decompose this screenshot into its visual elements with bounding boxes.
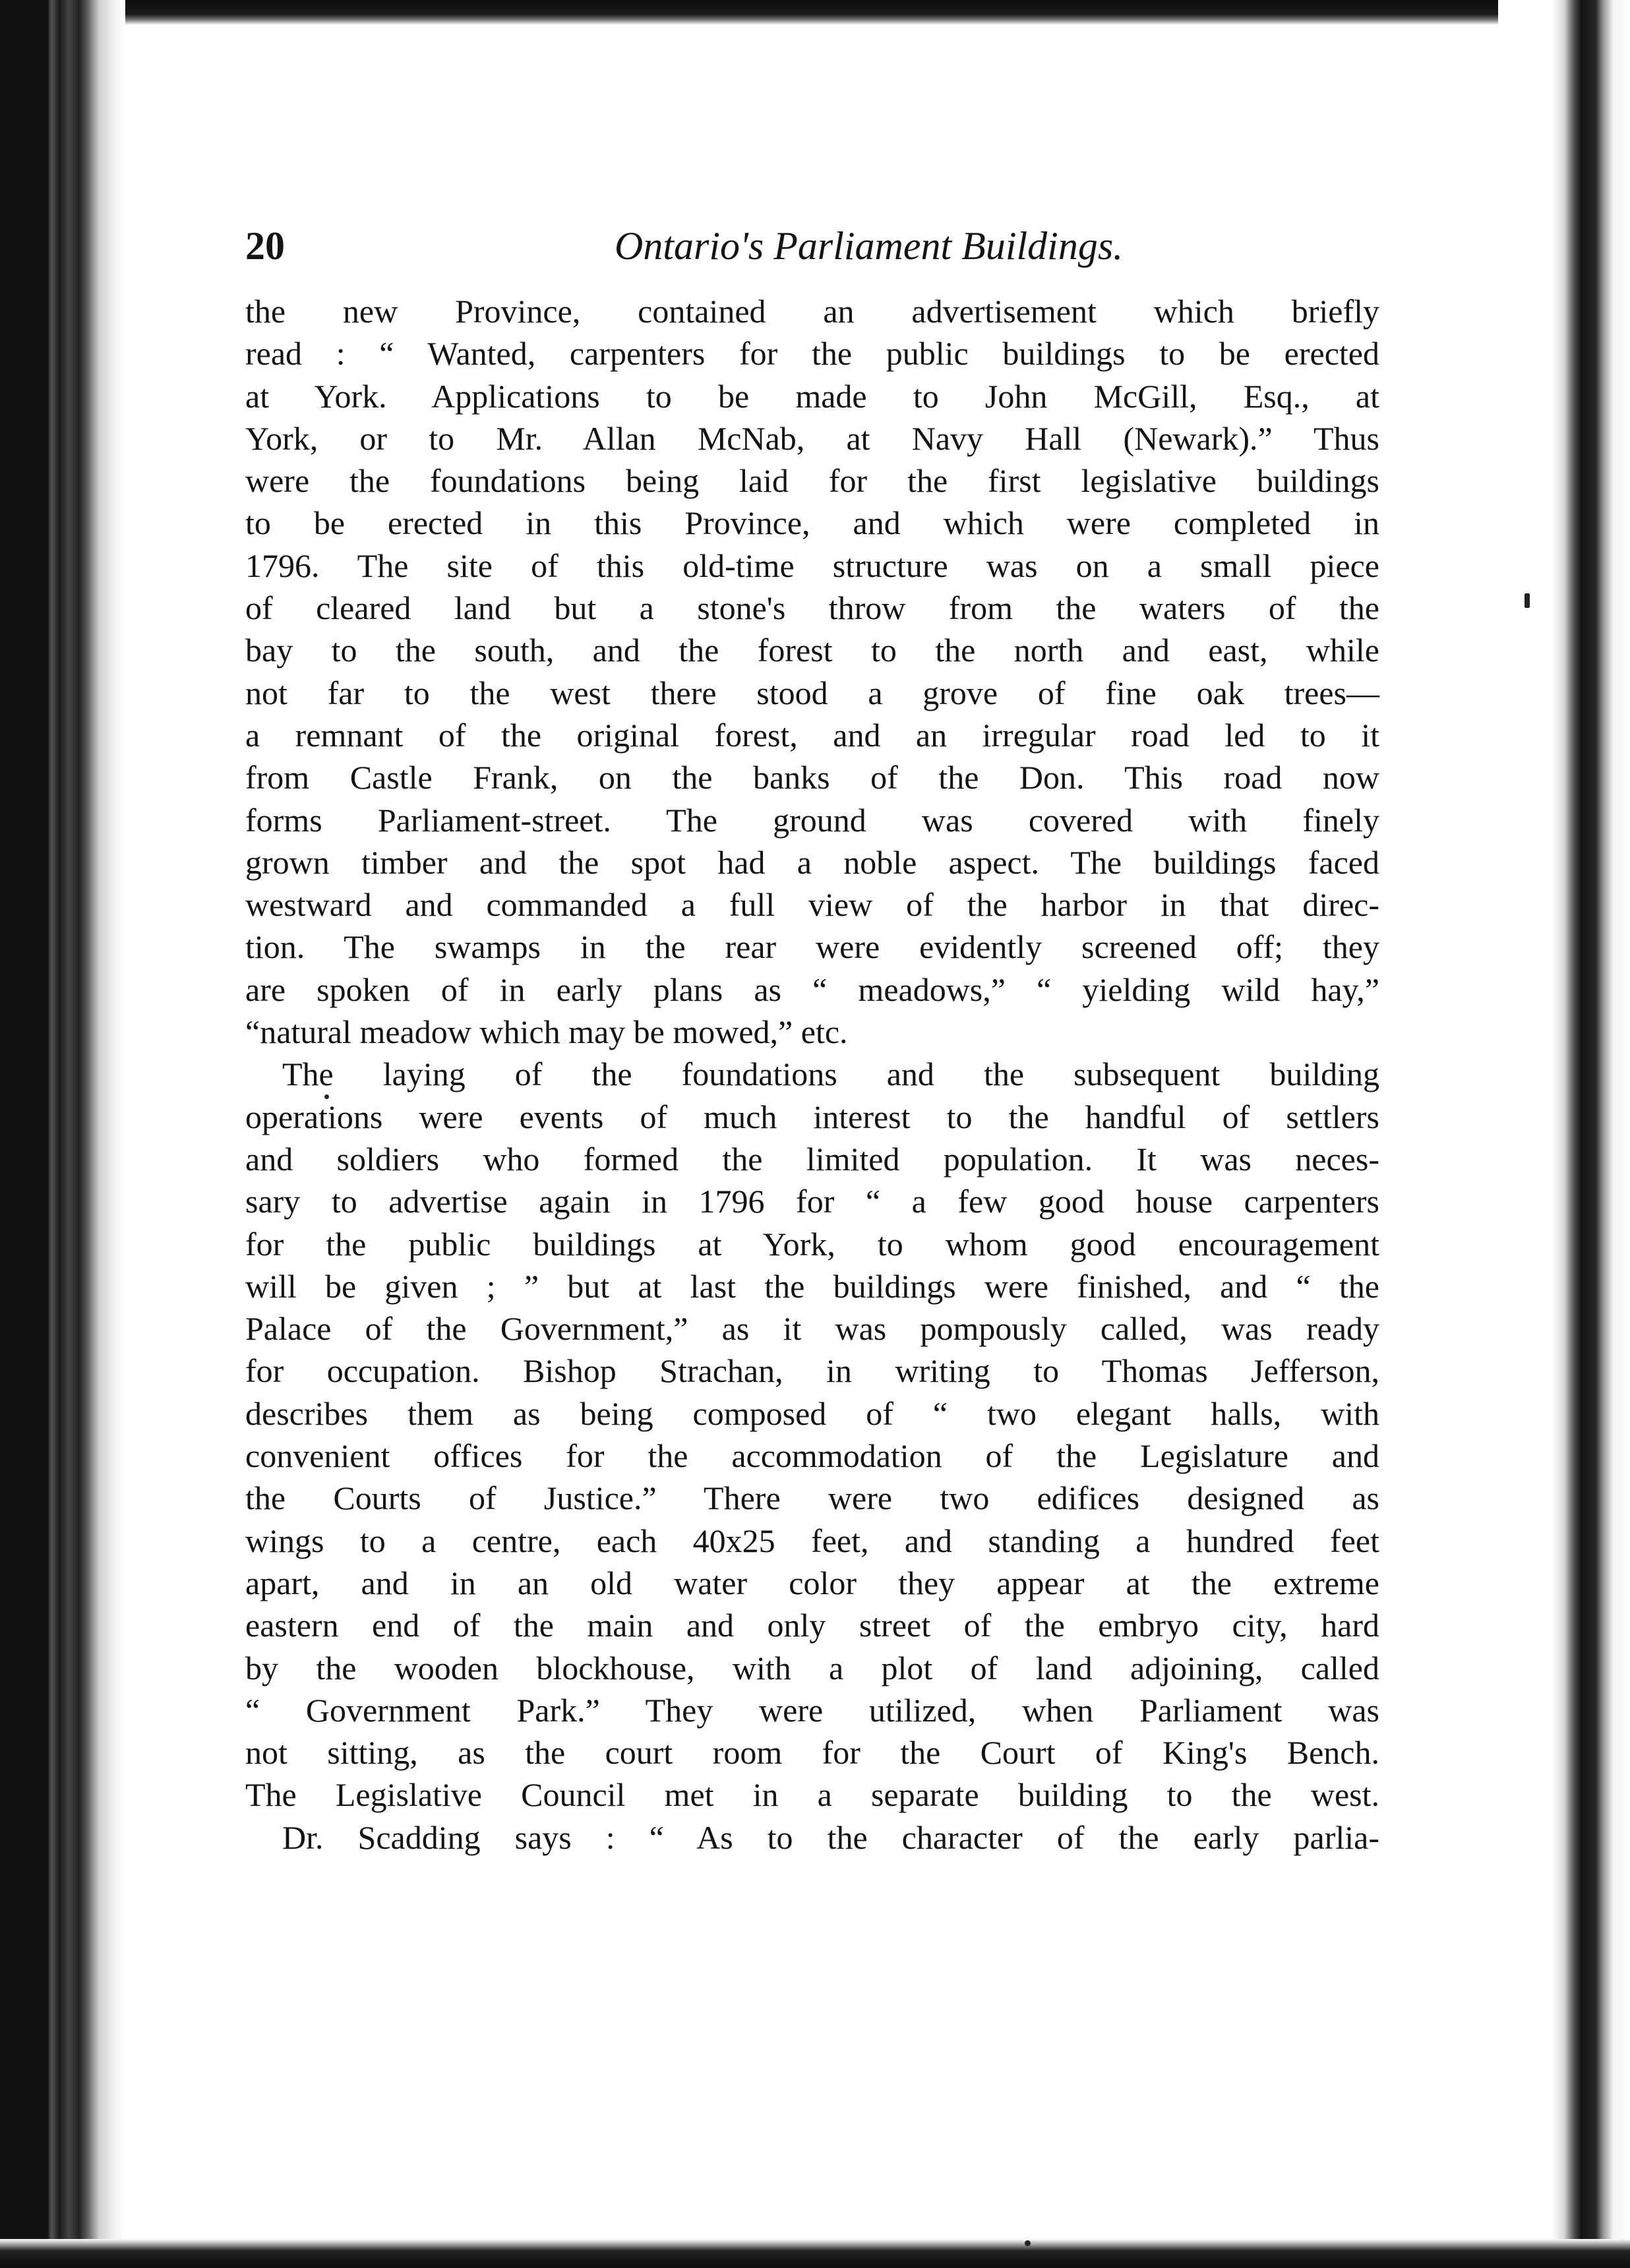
text-line: describes them as being composed of “ two elegant halls, with: [245, 1394, 1379, 1432]
text-line: a remnant of the original forest, and an irregular road led to it: [245, 716, 1379, 754]
text-line: forms Parliament-street. The ground was covered with finely: [245, 801, 1379, 839]
book-spine-edge: [0, 0, 125, 2268]
page-number: 20: [245, 224, 285, 268]
text-line: convenient offices for the accommodation of the Legislature and: [245, 1437, 1379, 1475]
text-line: York, or to Mr. Allan McNab, at Navy Hall (Newark).” Thus: [245, 419, 1379, 457]
text-line: from Castle Frank, on the banks of the Don. This road now: [245, 759, 1379, 796]
text-line: westward and commanded a full view of the harbor in that direc-: [245, 886, 1379, 924]
text-line: will be given ; ” but at last the buildings were finished, and “ the: [245, 1267, 1379, 1305]
text-line: for occupation. Bishop Strachan, in writing to Thomas Jefferson,: [245, 1352, 1379, 1390]
text-line: eastern end of the main and only street of the embryo city, hard: [245, 1607, 1379, 1644]
text-line: not sitting, as the court room for the Court of King's Bench.: [245, 1734, 1379, 1772]
text-line: by the wooden blockhouse, with a plot of land adjoining, called: [245, 1649, 1379, 1686]
text-line: 1796. The site of this old-time structure was on a small piece: [245, 547, 1379, 584]
text-line: the new Province, contained an advertisement which briefly: [245, 293, 1379, 330]
text-line: apart, and in an old water color they appear at the extreme: [245, 1564, 1379, 1601]
text-line: to be erected in this Province, and which were completed in: [245, 504, 1379, 542]
text-line: were the foundations being laid for the first legislative buildings: [245, 462, 1379, 500]
text-line: “ Government Park.” They were utilized, when Parliament was: [245, 1691, 1379, 1729]
text-line: are spoken of in early plans as “ meadows,” “ yielding wild hay,”: [245, 970, 1379, 1008]
text-line: The Legislative Council met in a separate building to the west.: [245, 1776, 1379, 1814]
text-line: sary to advertise again in 1796 for “ a few good house carpenters: [245, 1183, 1379, 1220]
scan-bottom-edge: [0, 2239, 1630, 2268]
text-line: The laying of the foundations and the subsequent building: [282, 1056, 1379, 1093]
text-line: grown timber and the spot had a noble aspect. The buildings faced: [245, 843, 1379, 881]
scan-top-edge: [0, 0, 1630, 25]
running-head: [245, 210, 1155, 282]
page-right-edge: [1498, 0, 1630, 2268]
text-line: not far to the west there stood a grove of fine oak trees—: [245, 674, 1379, 711]
text-line: at York. Applications to be made to John McGill, Esq., at: [245, 377, 1379, 415]
text-line: operations were events of much interest to the handful of settlers: [245, 1098, 1379, 1135]
running-title: Ontario's Parliament Buildings.: [615, 224, 1124, 268]
scan-speck: [1025, 2240, 1031, 2246]
text-line: read : “ Wanted, carpenters for the public buildings to be erected: [245, 335, 1379, 373]
text-line: “natural meadow which may be mowed,” etc.: [245, 1013, 848, 1051]
text-line: tion. The swamps in the rear were evidently screened off; they: [245, 928, 1379, 966]
text-line: bay to the south, and the forest to the north and east, while: [245, 632, 1379, 669]
text-line: for the public buildings at York, to whom good encouragement: [245, 1225, 1379, 1263]
text-line: wings to a centre, each 40x25 feet, and standing a hundred feet: [245, 1522, 1379, 1559]
text-line: of cleared land but a stone's throw from the waters of the: [245, 589, 1379, 627]
text-line: and soldiers who formed the limited population. It was neces-: [245, 1140, 1379, 1178]
text-line: Dr. Scadding says : “ As to the character of the early parlia-: [282, 1818, 1379, 1856]
scan-speck: [1524, 593, 1530, 608]
body-text: [245, 290, 1379, 1859]
text-line: the Courts of Justice.” There were two edifices designed as: [245, 1479, 1379, 1517]
text-line: Palace of the Government,” as it was pompously called, was ready: [245, 1310, 1379, 1348]
